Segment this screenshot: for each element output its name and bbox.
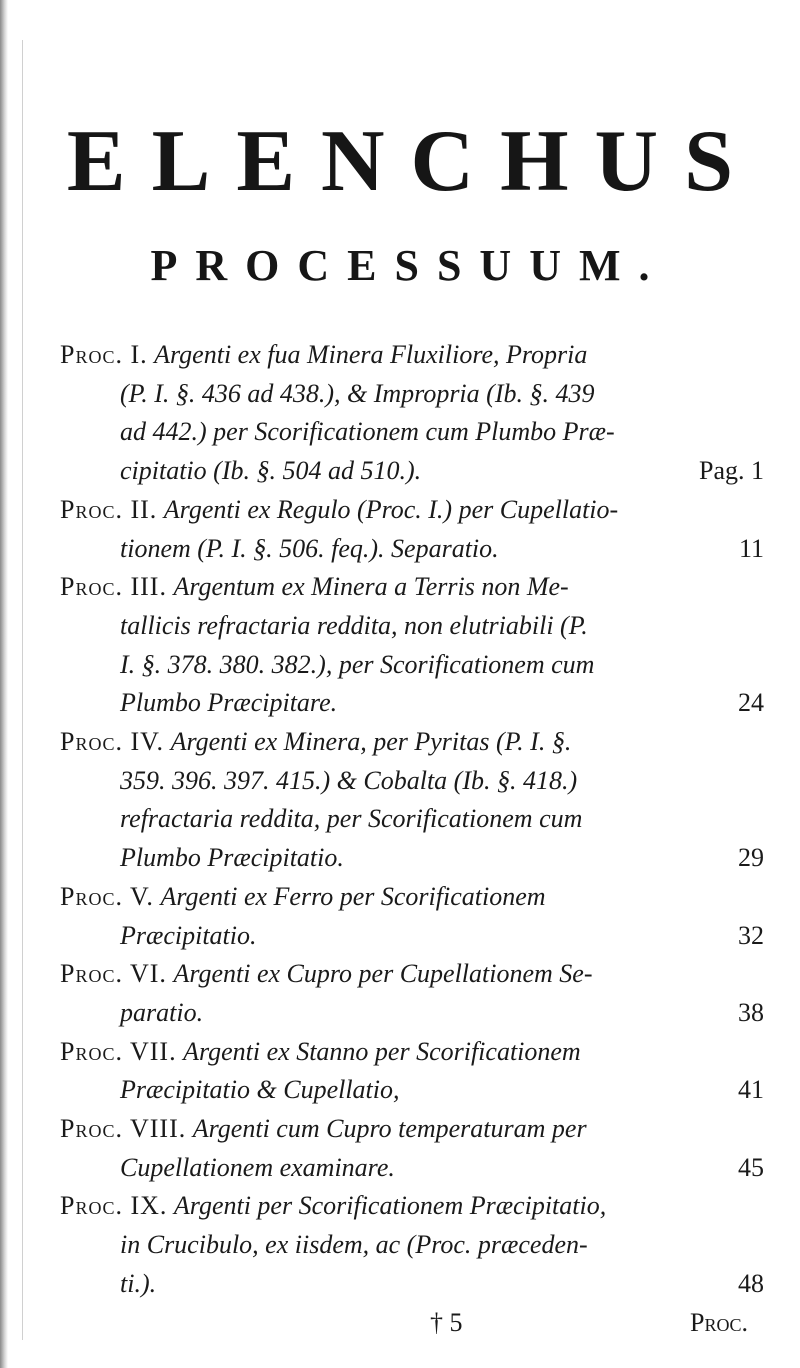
- contents-list: [60, 336, 770, 1304]
- entry-line: [60, 684, 770, 723]
- entry-line: [60, 375, 770, 414]
- entry-line: [60, 955, 770, 994]
- contents-entry: [60, 723, 770, 878]
- entry-line: [60, 839, 770, 878]
- entry-line: [60, 1071, 770, 1110]
- entry-line: [60, 1033, 770, 1072]
- entry-text: Plumbo Præcipitare.: [120, 688, 338, 718]
- entry-text: Cupellationem examinare.: [120, 1152, 395, 1182]
- entry-label: Proc. IX.: [60, 1191, 168, 1221]
- entry-line: [60, 994, 770, 1033]
- entry-label: Proc. VI.: [60, 959, 167, 989]
- entry-text: paratio.: [120, 997, 204, 1027]
- entry-text: I. §. 378. 380. 382.), per Scorificationem cum: [120, 649, 595, 679]
- entry-label: Proc. II.: [60, 494, 158, 524]
- contents-entry: [60, 1033, 770, 1110]
- contents-entry: [60, 1187, 770, 1303]
- contents-entry: [60, 336, 770, 491]
- entry-page-number: 24: [738, 688, 764, 718]
- entry-page-number: 32: [738, 920, 764, 950]
- entry-line: [60, 1149, 770, 1188]
- page-title: ELENCHUS: [66, 113, 760, 210]
- entry-text: refractaria reddita, per Scorificationem cum: [120, 804, 583, 834]
- entry-label: Proc. IV.: [60, 727, 165, 757]
- entry-text: (P. I. §. 436 ad 438.), & Impropria (Ib. §. 439: [120, 378, 595, 408]
- entry-text: in Crucibulo, ex iisdem, ac (Proc. præceden-: [120, 1230, 588, 1260]
- contents-entry: [60, 491, 770, 568]
- entry-label: Proc. III.: [60, 572, 167, 602]
- entry-label: Proc. VIII.: [60, 1114, 187, 1144]
- entry-page-number: 45: [738, 1152, 764, 1182]
- entry-page-number: 41: [738, 1075, 764, 1105]
- entry-text: ti.).: [120, 1268, 157, 1298]
- entry-text: cipitatio (Ib. §. 504 ad 510.).: [120, 456, 422, 486]
- page-footer: [0, 1308, 800, 1348]
- entry-line: [60, 413, 770, 452]
- gutter-line: [22, 40, 23, 1340]
- entry-line: [60, 723, 770, 762]
- entry-text: Plumbo Præcipitatio.: [120, 843, 344, 873]
- entry-line: [60, 1187, 770, 1226]
- catchword: Proc.: [690, 1308, 748, 1337]
- entry-label: Proc. I.: [60, 340, 148, 369]
- entry-line: [60, 917, 770, 956]
- entry-text: tallicis refractaria reddita, non elutriabili (P.: [120, 610, 588, 640]
- contents-entry: [60, 955, 770, 1032]
- entry-page-number: 11: [738, 533, 764, 563]
- entry-line: [60, 607, 770, 646]
- entry-text: Argenti ex Regulo (Proc. I.) per Cupellatio-: [163, 494, 619, 524]
- entry-page-number: Pag. 1: [699, 456, 764, 486]
- entry-text: tionem (P. I. §. 506. feq.). Separatio.: [120, 533, 499, 563]
- entry-line: [60, 491, 770, 530]
- entry-label: Proc. VII.: [60, 1036, 177, 1066]
- entry-line: [60, 646, 770, 685]
- entry-text: Argenti cum Cupro temperaturam per: [192, 1114, 587, 1144]
- entry-page-number: 38: [738, 997, 764, 1027]
- entry-line: [60, 336, 770, 375]
- entry-line: [60, 1265, 770, 1304]
- signature-mark: † 5: [430, 1308, 463, 1337]
- entry-label: Proc. V.: [60, 881, 154, 911]
- contents-entry: [60, 1110, 770, 1187]
- entry-line: [60, 530, 770, 569]
- entry-text: Argenti ex Cupro per Cupellationem Se-: [173, 959, 593, 989]
- entry-line: [60, 800, 770, 839]
- entry-page-number: 48: [738, 1268, 764, 1298]
- entry-text: Præcipitatio.: [120, 920, 257, 950]
- entry-line: [60, 878, 770, 917]
- contents-entry: [60, 878, 770, 955]
- entry-text: Argenti per Scorificationem Præcipitatio,: [173, 1191, 607, 1221]
- entry-text: 359. 396. 397. 415.) & Cobalta (Ib. §. 418.): [120, 765, 578, 795]
- entry-line: [60, 1226, 770, 1265]
- entry-text: Præcipitatio & Cupellatio,: [120, 1075, 400, 1105]
- entry-text: Argenti ex Stanno per Scorificationem: [183, 1036, 581, 1066]
- entry-line: [60, 1110, 770, 1149]
- entry-text: Argenti ex Minera, per Pyritas (P. I. §.: [170, 727, 572, 757]
- entry-text: Argentum ex Minera a Terris non Me-: [173, 572, 569, 602]
- contents-entry: [60, 568, 770, 723]
- entry-text: Argenti ex fua Minera Fluxiliore, Propria: [154, 340, 588, 369]
- entry-line: [60, 762, 770, 801]
- entry-text: ad 442.) per Scorificationem cum Plumbo Præ-: [120, 417, 615, 447]
- entry-line: [60, 568, 770, 607]
- entry-page-number: 29: [738, 843, 764, 873]
- page-subtitle: PROCESSUUM.: [150, 241, 668, 290]
- entry-text: Argenti ex Ferro per Scorificationem: [160, 881, 546, 911]
- entry-line: [60, 452, 770, 491]
